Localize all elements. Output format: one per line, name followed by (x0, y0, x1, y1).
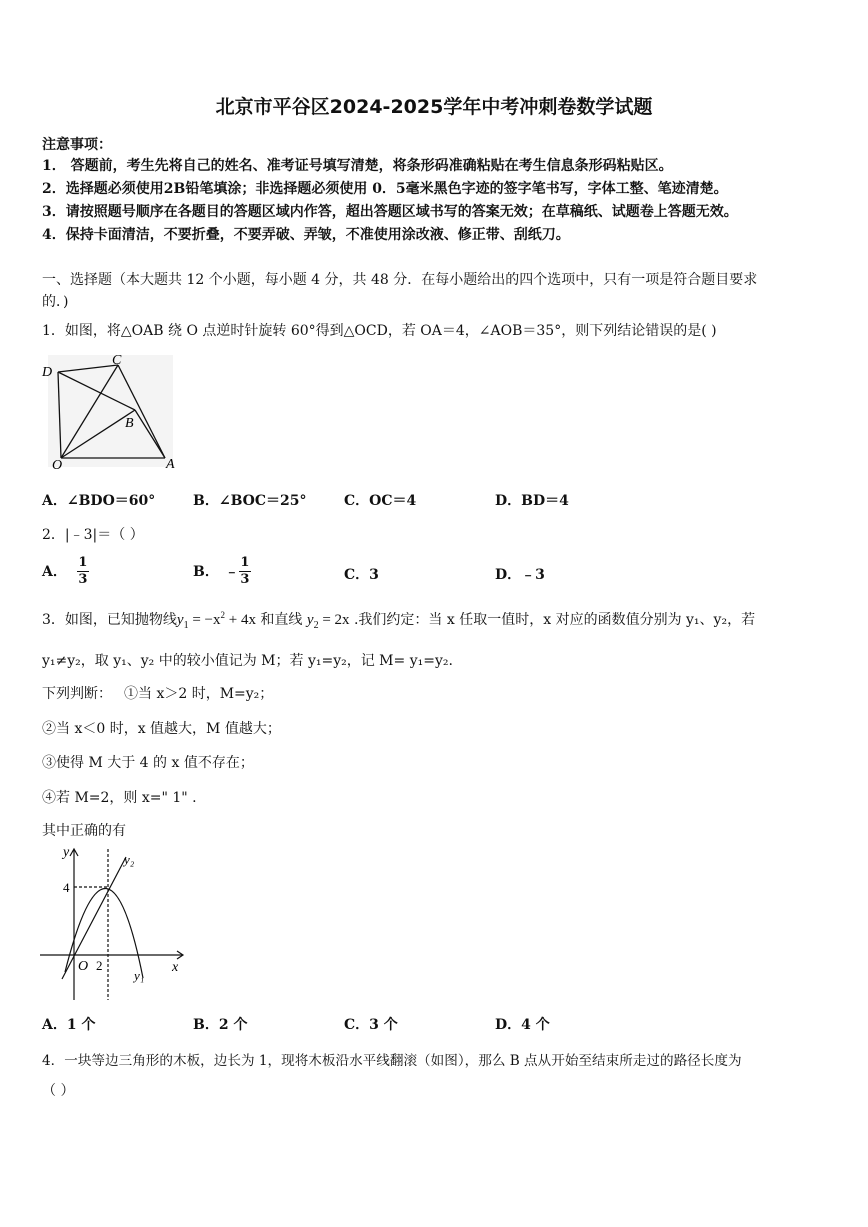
q2-option-a (42, 550, 89, 592)
notice-item-1: 1． 答题前，考生先将自己的姓名、准考证号填写清楚，将条形码准确粘贴在考生信息条形码粘贴区。 (42, 158, 673, 174)
notice-item-2: 2．选择题必须使用2B铅笔填涂；非选择题必须使用 0．5毫米黑色字迹的签字笔书写，字体工整、笔迹清楚。 (42, 181, 728, 197)
q2-option-b-label: B． (193, 564, 219, 580)
q3-stem-line1 (42, 609, 755, 631)
q3-stem-line2: y₁≠y₂，取 y₁、y₂ 中的较小值记为 M；若 y₁=y₂，记 M= y₁=y₂. (42, 653, 453, 669)
q3-stem-prefix: 3．如图，已知抛物线 (42, 612, 177, 628)
numerator: 1 (240, 554, 250, 570)
y2-symbol: y (306, 612, 314, 628)
parabola-expression (176, 610, 256, 631)
judge-item-1: ①当 x＞2 时，M=y₂； (124, 686, 274, 702)
tick-4-label: 4 (63, 880, 70, 895)
tick-2-label: 2 (96, 958, 103, 973)
label-C: C (112, 353, 122, 368)
y1-rhs-part1: = −x (188, 612, 221, 628)
q2-stem: 2．|﹣3|＝（ ） (42, 527, 144, 543)
q1-option-b: B．∠BOC＝25° (193, 493, 307, 509)
q3-option-c: C．3 个 (344, 1017, 398, 1033)
denominator: 3 (78, 571, 88, 587)
section-1-heading: 一、选择题（本大题共 12 个小题，每小题 4 分，共 48 分．在每小题给出的四个选项中，只有一项是符合题目要求 (42, 272, 758, 288)
q3-judge-heading (42, 683, 273, 703)
fraction (77, 555, 89, 588)
q4-stem-line1: 4．一块等边三角形的木板，边长为 1，现将木板沿水平线翻滚（如图），那么 B 点从开始至结束所走过的路径长度为 (42, 1053, 742, 1069)
q2-option-a-label: A． (42, 564, 67, 580)
notice-item-3: 3．请按照题号顺序在各题目的答题区域内作答，超出答题区域书写的答案无效；在草稿纸、试题卷上答题无效。 (42, 204, 738, 220)
q4-stem-line2: （ ） (42, 1083, 75, 1099)
fraction (239, 555, 251, 588)
page-title: 北京市平谷区2024-2025学年中考冲刺卷数学试题 (215, 96, 653, 118)
label-O: O (52, 458, 63, 472)
q3-option-a: A．1 个 (42, 1017, 96, 1033)
y2-subscript: 2 (313, 620, 319, 631)
axis-y-label: y (63, 845, 70, 860)
line-y2-label: y₂ (124, 852, 135, 867)
notice-item-4: 4．保持卡面清洁，不要折叠，不要弄破、弄皱，不准使用涂改液、修正带、刮纸刀。 (42, 227, 570, 243)
q1-figure (38, 350, 183, 472)
y1-subscript: 1 (183, 620, 189, 631)
line-expression (306, 612, 350, 631)
notice-heading: 注意事项： (42, 137, 112, 153)
q2-option-b (193, 550, 251, 592)
y1-symbol: y (176, 612, 184, 628)
origin-label: O (78, 959, 89, 974)
numerator: 1 (78, 554, 88, 570)
q3-graph (38, 842, 188, 1004)
label-D: D (42, 365, 53, 380)
label-A: A (166, 457, 175, 472)
q1-stem: 1．如图，将△OAB 绕 O 点逆时针旋转 60°得到△OCD，若 OA＝4，∠AOB＝35°，则下列结论错误的是( ) (42, 323, 717, 339)
minus-sign: ﹣ (224, 564, 239, 580)
y1-rhs-part2: + 4x (225, 612, 256, 628)
y2-rhs: = 2x (318, 612, 350, 628)
judge-item-3: ③使得 M 大于 4 的 x 值不存在； (42, 755, 254, 771)
parabola-y1-label: y₁ (134, 968, 145, 983)
judge-item-4: ④若 M=2，则 x=" 1" . (42, 790, 197, 806)
q3-option-d: D．4 个 (495, 1017, 550, 1033)
axis-x-label: x (172, 960, 179, 975)
q1-option-c: C．OC＝4 (344, 493, 417, 509)
q3-correct-label: 其中正确的有 (42, 823, 126, 839)
q3-stem-suffix: .我们约定：当 x 任取一值时，x 对应的函数值分别为 y₁、y₂，若 (349, 612, 756, 628)
section-1-heading-cont: 的．) (42, 294, 69, 310)
q2-option-d: D．﹣3 (495, 567, 545, 583)
denominator: 3 (240, 571, 250, 587)
judge-heading-text: 下列判断： (42, 686, 112, 702)
q3-stem-mid: 和直线 (255, 612, 307, 628)
y1-exponent: 2 (220, 610, 226, 620)
q3-option-b: B．2 个 (193, 1017, 248, 1033)
q1-option-a: A．∠BDO＝60° (42, 493, 156, 509)
q2-option-c: C．3 (344, 567, 379, 583)
judge-item-2: ②当 x＜0 时，x 值越大，M 值越大； (42, 721, 281, 737)
label-B: B (125, 416, 134, 431)
q1-option-d: D．BD＝4 (495, 493, 569, 509)
